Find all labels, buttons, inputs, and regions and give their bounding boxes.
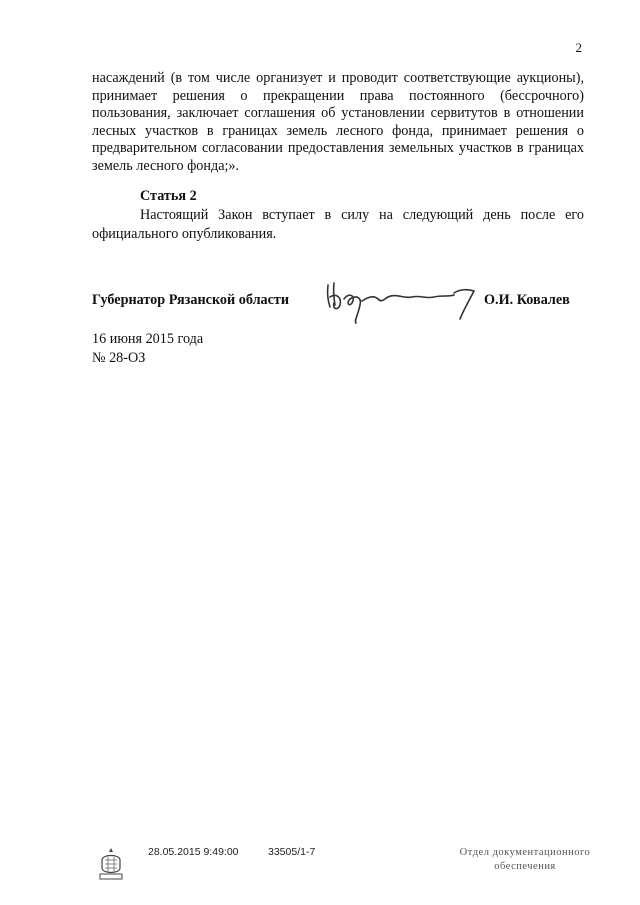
footer-timestamp: 28.05.2015 9:49:00 bbox=[148, 846, 239, 858]
governor-title: Губернатор Рязанской области bbox=[92, 292, 290, 308]
footer-doc-id: 33505/1-7 bbox=[268, 846, 316, 858]
article-heading: Статья 2 bbox=[140, 188, 197, 204]
body-paragraph: насаждений (в том числе организует и проводит соответствующие аукционы), принимает решения о прекращении права постоянного (бессрочного) пользования, заключает соглашения об установлении сервитутов в отношении лесных участков в границах земель лесного фонда, принимает решения о предварительном согласовании предоставления земельных участков в границах земель лесного фонда;». bbox=[92, 70, 584, 174]
emblem-seal-icon bbox=[96, 846, 126, 882]
article-text: Настоящий Закон вступает в силу на следующий день после его официального опубликования. bbox=[92, 207, 584, 242]
body-text bbox=[92, 70, 584, 176]
department-line-2: обеспечения bbox=[494, 861, 556, 872]
governor-name: О.И. Ковалев bbox=[484, 292, 570, 308]
enactment-date: 16 июня 2015 года bbox=[92, 331, 204, 347]
department-line-1: Отдел документационного bbox=[459, 847, 591, 858]
page-number: 2 bbox=[575, 40, 582, 55]
law-number: № 28-ОЗ bbox=[92, 350, 146, 366]
handwritten-signature bbox=[322, 275, 492, 325]
footer-department-stamp bbox=[440, 846, 610, 874]
